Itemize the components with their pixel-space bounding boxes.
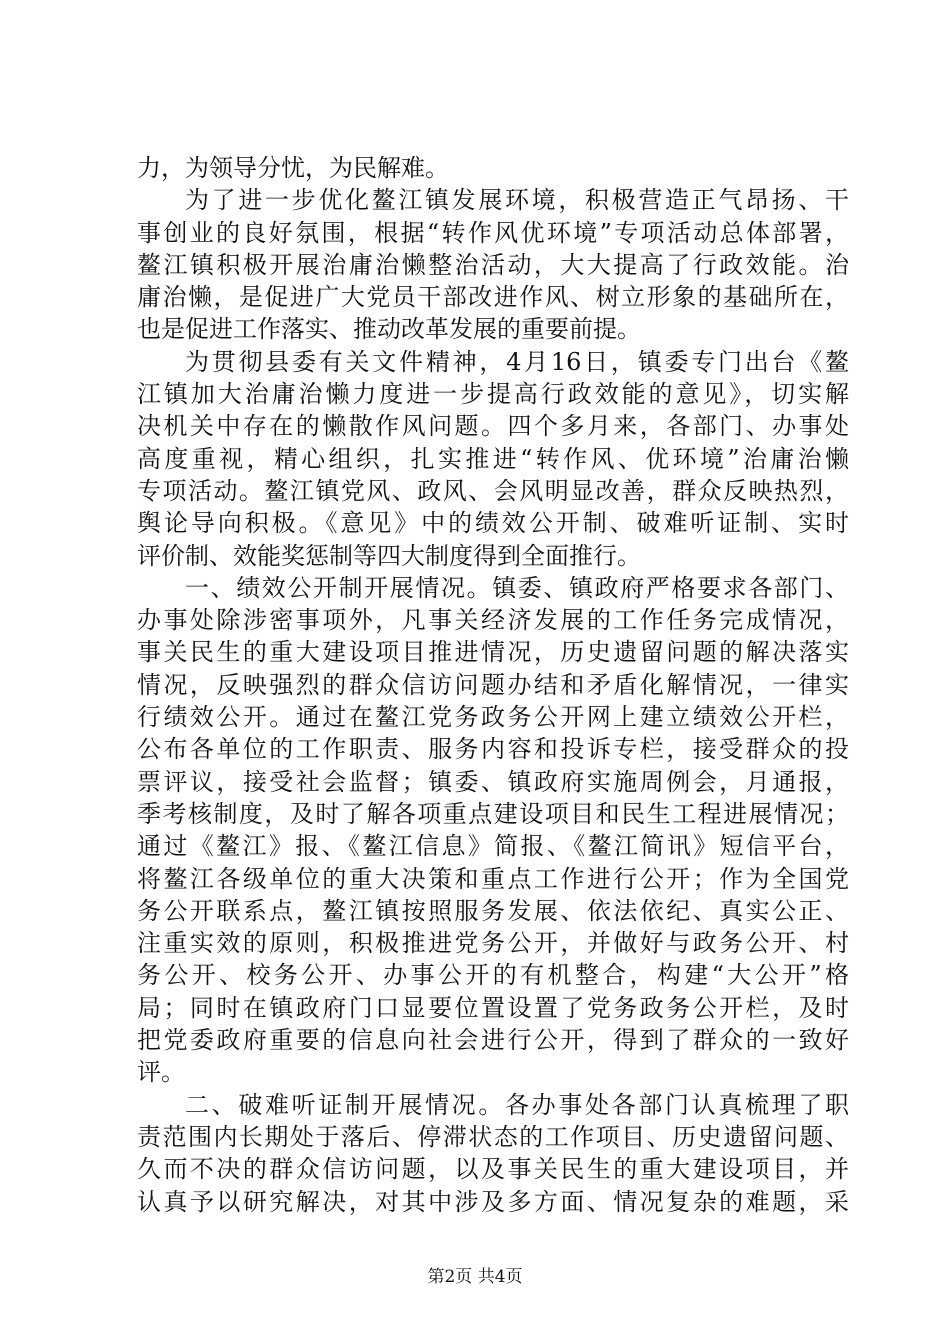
text-line: 庸治懒，是促进广大党员干部改进作风、树立形象的基础所在， — [137, 283, 849, 312]
paragraph — [137, 184, 849, 345]
text-line: 情况，反映强烈的群众信访问题办结和矛盾化解情况，一律实 — [137, 670, 849, 699]
text-line: 局；同时在镇政府门口显要位置设置了党务政务公开栏，及时 — [137, 993, 849, 1022]
text-line: 把党委政府重要的信息向社会进行公开，得到了群众的一致好 — [137, 1026, 849, 1055]
text-line: 行绩效公开。通过在鳌江党务政务公开网上建立绩效公开栏， — [137, 703, 849, 732]
paragraph — [137, 1089, 849, 1218]
text-line: 为贯彻县委有关文件精神，4月16日，镇委专门出台《鳌 — [185, 347, 849, 376]
text-line: 江镇加大治庸治懒力度进一步提高行政效能的意见》，切实解 — [137, 380, 849, 409]
text-line: 办事处除涉密事项外，凡事关经济发展的工作任务完成情况， — [137, 606, 849, 635]
text-line: 舆论导向积极。《意见》中的绩效公开制、破难听证制、实时 — [137, 509, 849, 538]
text-line: 久而不决的群众信访问题，以及事关民生的重大建设项目，并 — [137, 1155, 849, 1184]
text-line: 二、破难听证制开展情况。各办事处各部门认真梳理了职 — [185, 1090, 849, 1119]
text-line: 为了进一步优化鳌江镇发展环境，积极营造正气昂扬、干 — [185, 186, 849, 215]
paragraph — [137, 572, 849, 1089]
text-line: 通过《鳌江》报、《鳌江信息》简报、《鳌江简讯》短信平台， — [137, 832, 849, 861]
text-line: 事创业的良好氛围，根据“转作风优环境”专项活动总体部署， — [137, 218, 849, 247]
text-line: 注重实效的原则，积极推进党务公开，并做好与政务公开、村 — [137, 929, 849, 958]
text-line: 一、绩效公开制开展情况。镇委、镇政府严格要求各部门、 — [185, 573, 849, 602]
text-line: 也是促进工作落实、推动改革发展的重要前提。 — [137, 315, 641, 344]
paragraph — [137, 346, 849, 572]
text-line: 鳌江镇积极开展治庸治懒整治活动，大大提高了行政效能。治 — [137, 250, 849, 279]
text-line: 将鳌江各级单位的重大决策和重点工作进行公开；作为全国党 — [137, 864, 849, 893]
text-line: 决机关中存在的懒散作风问题。四个多月来，各部门、办事处 — [137, 412, 849, 441]
document-body — [137, 152, 849, 1218]
page-footer: 第2页 共4页 — [427, 1267, 523, 1287]
text-line: 力，为领导分忧，为民解难。 — [137, 154, 449, 182]
text-line: 高度重视，精心组织，扎实推进“转作风、优环境”治庸治懒 — [137, 444, 849, 473]
text-line: 评。 — [137, 1058, 185, 1087]
text-line: 公布各单位的工作职责、服务内容和投诉专栏，接受群众的投 — [137, 735, 849, 764]
text-line: 专项活动。鳌江镇党风、政风、会风明显改善，群众反映热烈， — [137, 476, 849, 505]
text-line: 认真予以研究解决，对其中涉及多方面、情况复杂的难题，采 — [137, 1187, 849, 1216]
paragraph — [137, 152, 849, 184]
text-line: 责范围内长期处于落后、停滞状态的工作项目、历史遗留问题、 — [137, 1122, 849, 1151]
text-line: 务公开联系点，鳌江镇按照服务发展、依法依纪、真实公正、 — [137, 896, 849, 925]
text-line: 事关民生的重大建设项目推进情况，历史遗留问题的解决落实 — [137, 638, 849, 667]
text-line: 务公开、校务公开、办事公开的有机整合，构建“大公开”格 — [137, 961, 849, 990]
text-line: 评价制、效能奖惩制等四大制度得到全面推行。 — [137, 541, 641, 570]
text-line: 季考核制度，及时了解各项重点建设项目和民生工程进展情况； — [137, 799, 849, 828]
text-line: 票评议，接受社会监督；镇委、镇政府实施周例会，月通报， — [137, 767, 849, 796]
